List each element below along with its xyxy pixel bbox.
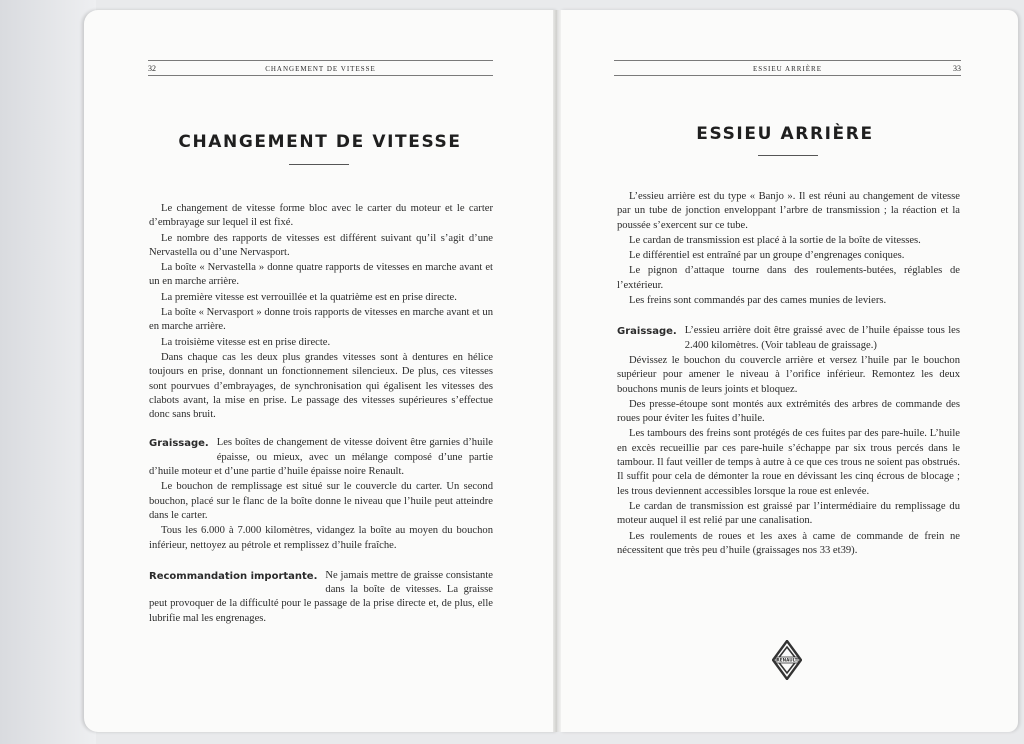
right-title-underline (758, 155, 818, 156)
paragraph: Le changement de vitesse forme bloc avec le carter du moteur et le carter d’embrayage sur lequel il est fixé. (149, 203, 493, 229)
paragraph: Les tambours des freins sont protégés de ces fuites par des pare-huile. L’huile en excès recueillie par ces pare-huile s’échappe par six trous percés dans le tambour. Il faut veiller de temps à autre à ce que ces trous ne soient pas obstrués. Il suffit pour cela de démonter la roue en dévissant les cinq écrous de blocage ; les trous deviennent accessibles lorsque la roue est enlevée. (617, 428, 960, 497)
paragraph: Ne jamais mettre de graisse consistante dans la boîte de vitesses. La graisse peut provoquer de la difficulté pour le passage de la prise directe et, de plus, elle lubrifie mal les engrenages. (149, 569, 493, 624)
paragraph: Le différentiel est entraîné par un groupe d’engrenages coniques. (629, 250, 905, 262)
right-page-number: 33 (953, 64, 961, 73)
paragraph: Les freins sont commandés par des cames munies de leviers. (629, 295, 887, 307)
book-spine-background (0, 0, 96, 744)
paragraph: Des presse-étoupe sont montés aux extrémités des arbres de commande des roues pour éviter les fuites d’huile. (617, 398, 960, 425)
right-chapter-title: ESSIEU ARRIÈRE (696, 124, 874, 144)
left-graissage-section (149, 436, 493, 552)
left-body-text (149, 202, 493, 627)
left-chapter-title: CHANGEMENT DE VITESSE (178, 132, 462, 152)
recommandation-label: Recommandation importante. (149, 570, 318, 582)
paragraph: La première vitesse est verrouillée et la quatrième est en prise directe. (161, 291, 457, 303)
paragraph: Dévissez le bouchon du couvercle arrière et versez l’huile par le bouchon supérieur pour amener le niveau à l’orifice inférieur. Remontez les deux bouchons munis de leurs joints et bloquez. (617, 354, 960, 395)
paragraph: Le cardan de transmission est placé à la sortie de la boîte de vitesses. (629, 234, 921, 246)
right-graissage-section (617, 324, 960, 558)
paragraph: Le pignon d’attaque tourne dans des roulements-butées, réglables de l’extérieur. (617, 265, 960, 291)
paragraph: Dans chaque cas les deux plus grandes vitesses sont à dentures en hélice toujours en prise, donnant un fonctionnement silencieux. De plus, ces vitesses sont pourvues d’embrayages, de synchronisation qui égalisent les vitesses des clabots avant, la mise en prise. Le passage des vitesses supérieures s’effectue donc sans bruit. (149, 351, 493, 421)
left-running-title: CHANGEMENT DE VITESSE (265, 65, 376, 73)
paragraph: Les roulements de roues et les axes à came de commande de frein ne nécessitent que très peu d’huile (graissages nos 33 et39). (617, 530, 960, 556)
paragraph: La boîte « Nervasport » donne trois rapports de vitesses en marche avant et un en marche arrière. (149, 307, 493, 333)
paragraph: La troisième vitesse est en prise directe. (161, 336, 331, 348)
renault-diamond-logo-icon (772, 640, 802, 680)
right-running-head (614, 60, 961, 76)
left-page-number: 32 (148, 64, 156, 73)
paragraph: Le nombre des rapports de vitesses est différent suivant qu’il s’agit d’une Nervastella ou d’une Nervasport. (149, 232, 493, 258)
paragraph: Les boîtes de changement de vitesse doivent être garnies d’huile épaisse, ou mieux, avec un mélange composé d’une partie d’huile moteur et d’une partie d’huile épaisse noire Renault. (149, 437, 493, 478)
logo-text: RENAULT (776, 657, 798, 663)
paragraph: Le bouchon de remplissage est situé sur le couvercle du carter. Un second bouchon, placé sur le flanc de la boîte donne le niveau que l’huile peut atteindre dans le carter. (149, 481, 493, 521)
right-body-text (617, 190, 960, 559)
paragraph: L’essieu arrière est du type « Banjo ». Il est réuni au changement de vitesse par un tube de jonction enveloppant l’arbre de transmission ; la réaction et la poussée s’exercent sur ce tube. (617, 191, 960, 231)
right-running-title: ESSIEU ARRIÈRE (752, 65, 823, 73)
book-gutter (553, 10, 561, 732)
paragraph: Le cardan de transmission est graissé par l’intermédiaire du remplissage du moteur auquel il est relié par une canalisation. (617, 500, 960, 527)
paragraph: Tous les 6.000 à 7.000 kilomètres, vidangez la boîte au moyen du bouchon inférieur, nettoyez au pétrole et remplissez d’huile fraîche. (149, 525, 493, 551)
left-running-head (148, 60, 493, 76)
paragraph: La boîte « Nervastella » donne quatre rapports de vitesses en marche avant et un en marche arrière. (149, 262, 493, 288)
graissage-label: Graissage. (149, 438, 209, 450)
left-recommandation-section (149, 569, 493, 626)
paragraph: L’essieu arrière doit être graissé avec de l’huile épaisse tous les 2.400 kilomètres. (Voir tableau de graissage.) (684, 325, 960, 351)
left-title-underline (289, 164, 349, 165)
graissage-label: Graissage. (617, 326, 677, 338)
